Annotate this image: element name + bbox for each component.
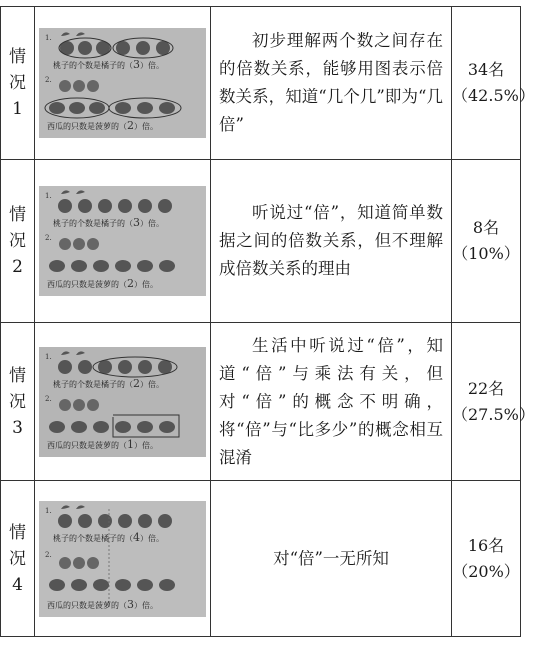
case-label (1, 481, 35, 637)
description-text: 听说过“倍”，知道简单数据之间的倍数关系，但不理解成倍数关系的理由 (219, 203, 443, 278)
student-worksheet-photo (39, 28, 206, 138)
question-1-text: 桃子的个数是橘子的（4）倍。 (53, 530, 164, 544)
student-work-cell (35, 7, 211, 160)
percent-value: （20%） (452, 561, 520, 581)
case-description (211, 7, 452, 160)
question-2-text: 西瓜的只数是菠萝的（2）倍。 (47, 119, 158, 132)
svg-text:2.: 2. (45, 394, 52, 403)
case-char: 情 (9, 205, 26, 225)
svg-text:1.: 1. (45, 506, 52, 515)
case-number: 1 (12, 99, 23, 119)
student-work-cell (35, 160, 211, 323)
question-1-text: 桃子的个数是橘子的（3）倍。 (53, 216, 164, 229)
case-label (1, 7, 35, 160)
student-count (452, 481, 521, 637)
description-text: 对“倍”一无所知 (273, 548, 389, 568)
question-1-text: 桃子的个数是橘子的（2）倍。 (53, 376, 164, 390)
description-text: 生活中听说过“倍”，知道“倍”与乘法有关，但对“倍”的概念不明确，将“倍”与“比多少”的概念相互混淆 (219, 335, 443, 467)
student-worksheet-photo (39, 347, 206, 457)
svg-text:1.: 1. (45, 352, 52, 361)
case-char: 情 (9, 365, 26, 386)
count-value: 34名 (467, 60, 505, 79)
survey-table (0, 6, 535, 637)
case-label (1, 323, 35, 481)
case-description (211, 481, 452, 637)
svg-text:1.: 1. (45, 192, 52, 200)
case-number: 4 (12, 574, 23, 595)
table-row (1, 323, 521, 481)
count-value: 8名 (472, 218, 500, 237)
case-number: 3 (12, 417, 23, 438)
count-value: 16名 (467, 535, 505, 555)
question-2-text: 西瓜的只数是菠萝的（3）倍。 (47, 597, 158, 611)
question-2-text: 西瓜的只数是菠萝的（1）倍。 (47, 437, 158, 451)
case-char: 况 (9, 73, 26, 93)
question-1-text: 桃子的个数是橘子的（3）倍。 (53, 58, 164, 71)
percent-value: （27.5%） (452, 404, 535, 424)
case-char: 情 (9, 47, 26, 67)
question-2-text: 西瓜的只数是菠萝的（2）倍。 (47, 277, 158, 290)
svg-text:1.: 1. (45, 34, 52, 42)
table-row (1, 7, 521, 160)
svg-text:2.: 2. (45, 76, 52, 84)
table-row (1, 160, 521, 323)
table-row (1, 481, 521, 637)
case-char: 情 (9, 522, 26, 543)
student-count (452, 323, 535, 481)
percent-value: （42.5%） (452, 86, 535, 105)
description-text: 初步理解两个数之间存在的倍数关系，能够用图表示倍数关系，知道“几个几”即为“几倍” (219, 31, 443, 134)
student-count (452, 160, 521, 323)
case-number: 2 (12, 257, 23, 277)
student-work-cell (35, 481, 211, 637)
case-char: 况 (9, 231, 26, 251)
student-worksheet-photo (39, 501, 206, 617)
count-value: 22名 (467, 378, 505, 398)
student-worksheet-photo (39, 186, 206, 296)
case-char: 况 (9, 391, 26, 412)
percent-value: （10%） (452, 244, 520, 263)
case-description (211, 160, 452, 323)
case-description (211, 323, 452, 481)
svg-text:2.: 2. (45, 234, 52, 242)
case-label (1, 160, 35, 323)
student-count (452, 7, 535, 160)
case-char: 况 (9, 548, 26, 569)
svg-text:2.: 2. (45, 550, 52, 559)
student-work-cell (35, 323, 211, 481)
